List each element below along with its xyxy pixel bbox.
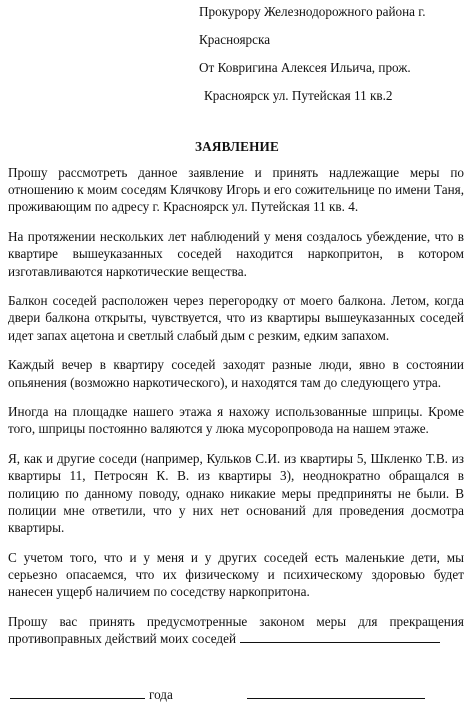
paragraph-5: Иногда на площадке нашего этажа я нахожу использованные шприцы. Кроме того, шприцы постоянно валяются у люка мусоропровода на нашем этаже.	[8, 404, 464, 437]
document-title: ЗАЯВЛЕНИЕ	[194, 139, 280, 154]
signature-row	[10, 686, 466, 703]
paragraph-1: Прошу рассмотреть данное заявление и принять надлежащие меры по отношению к моим соседям Клячкову Игорь и его сожительнице по имени Таня, проживающим по адресу г. Красноярск ул. Путейская 11 кв. 4.	[8, 165, 464, 215]
paragraph-final-text: Прошу вас принять предусмотренные законом меры для прекращения противоправных действий моих соседей	[8, 613, 464, 646]
year-label: года	[149, 687, 173, 702]
sender-address: Красноярск ул. Путейская 11 кв.2	[204, 88, 393, 103]
paragraph-2: На протяжении нескольких лет наблюдений у меня создалось убеждение, что в квартире вышеуказанных соседей находится наркопритон, в котором изготавливаются наркотические вещества.	[8, 229, 464, 279]
neighbors-blank-line	[240, 630, 440, 643]
sender-name: От Ковригина Алексея Ильича, прож.	[199, 60, 411, 75]
paragraph-7: С учетом того, что и у меня и у других соседей есть маленькие дети, мы серьезно опасаемся, что их физическому и психическому здоровью будет нанесен ущерб наличием по соседству наркопритона.	[8, 549, 464, 600]
addressee-block	[199, 4, 469, 116]
paragraph-6: Я, как и другие соседи (например, Кульков С.И. из квартиры 5, Шкленко Т.В. из квартиры 11, Петросян К. В. из квартиры 3), неоднократно обращался в полицию по данному поводу, однако никакие меры предприняты не были. В полиции мне ответили, что у них нет оснований для проведения досмотра квартиры.	[8, 451, 464, 535]
addressee-prosecutor: Прокурору Железнодорожного района г.	[199, 4, 426, 19]
document-body	[8, 164, 464, 660]
paragraph-3: Балкон соседей расположен через перегородку от моего балкона. Летом, когда двери балкона открыты, чувствуется, что из квартиры вышеуказанных соседей идет запах ацетона и светлый слабый дым с резким, едким запахом.	[8, 293, 464, 343]
addressee-city: Красноярска	[199, 32, 271, 47]
paragraph-final	[8, 613, 464, 647]
paragraph-4: Каждый вечер в квартиру соседей заходят разные люди, явно в состоянии опьянения (возможно наркотического), и находятся там до следующего утра.	[8, 357, 464, 390]
signature-blank-line	[247, 686, 425, 699]
date-blank-line	[10, 686, 145, 699]
